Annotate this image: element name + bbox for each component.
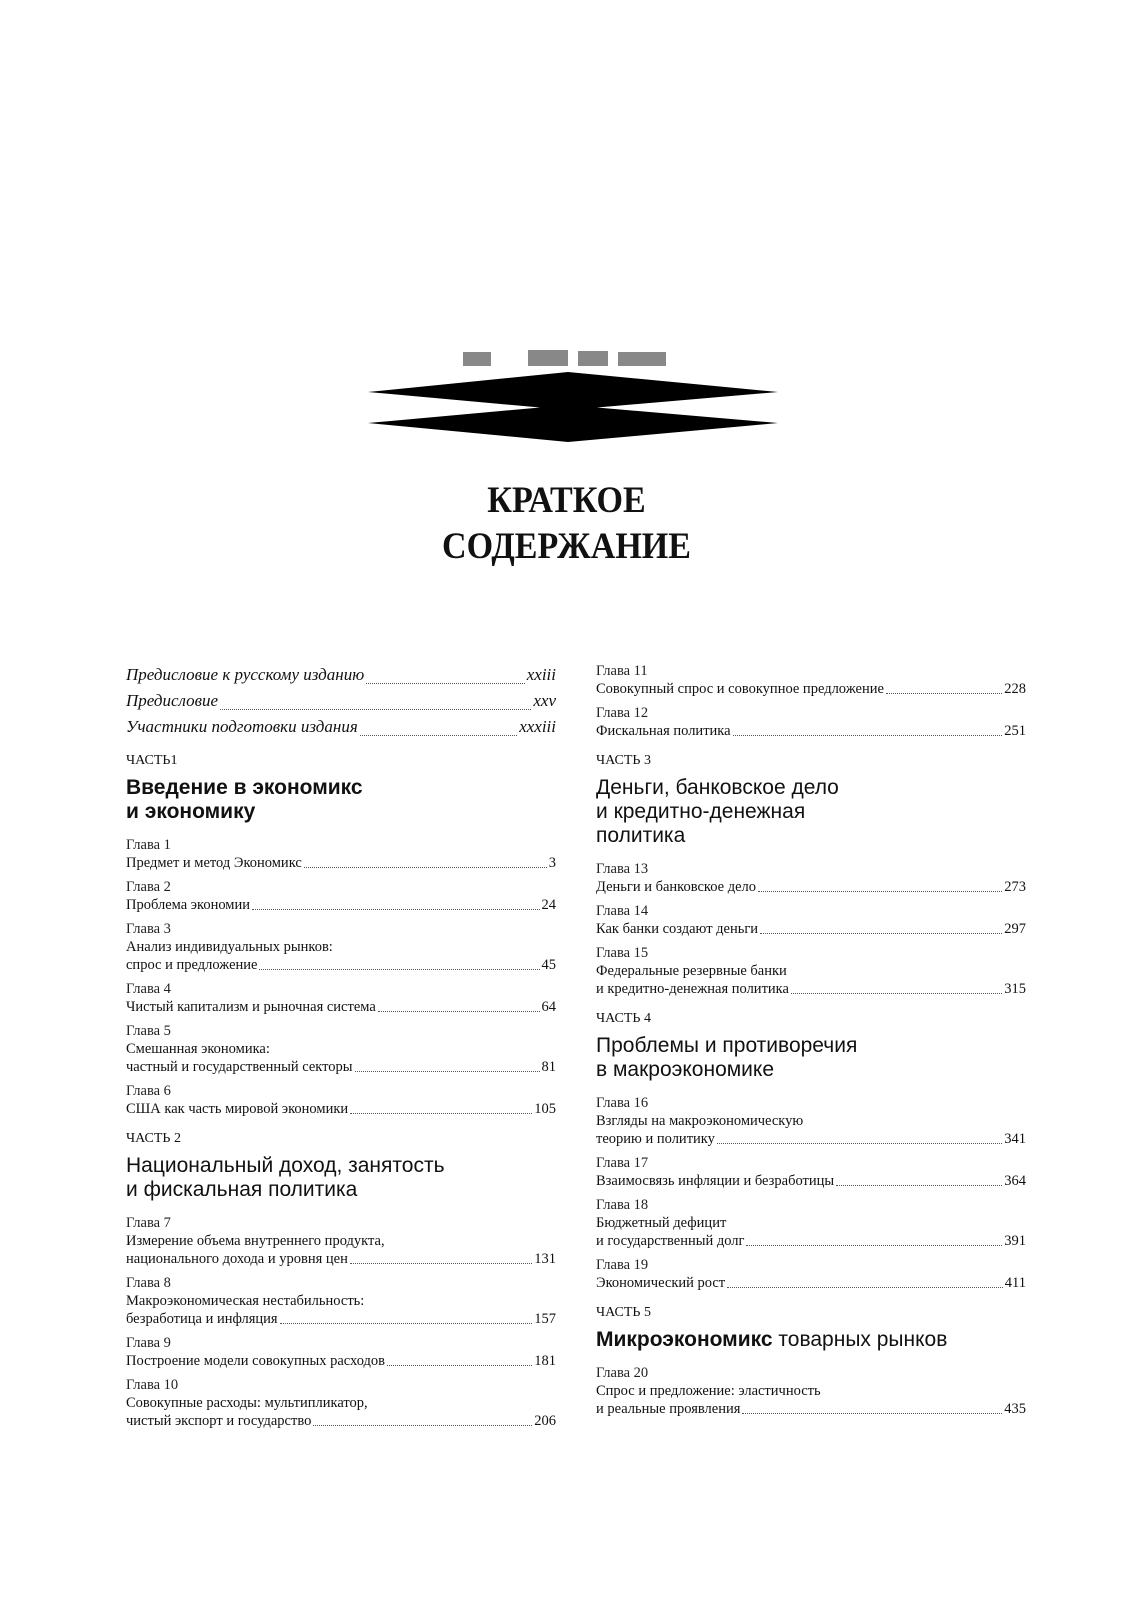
chapter-entry-1[interactable] xyxy=(126,836,556,872)
chapter-title-cont: спрос и предложение xyxy=(126,957,258,973)
page-number: 64 xyxy=(541,999,556,1015)
chapter-title-cont: безработица и инфляция xyxy=(126,1311,278,1327)
page-number: 3 xyxy=(548,855,556,871)
dot-leader xyxy=(742,1413,1002,1414)
chapter-entry-2[interactable] xyxy=(126,878,556,914)
chapter-title-cont: и реальные проявления xyxy=(596,1401,741,1417)
chapter-title: Фискальная политика xyxy=(596,723,731,739)
chapter-title: Построение модели совокупных расходов xyxy=(126,1353,386,1369)
chapter-entry-6[interactable] xyxy=(126,1082,556,1118)
chapter-title-cont: чистый экспорт и государство xyxy=(126,1413,312,1429)
page-title xyxy=(45,478,1087,570)
entry-title: Предисловие к русскому изданию xyxy=(126,665,365,684)
page-number: 251 xyxy=(1004,723,1026,739)
page-number: 105 xyxy=(534,1101,556,1117)
part-title-line: и кредитно-денежная xyxy=(596,800,806,823)
front-matter-entry[interactable] xyxy=(126,688,556,714)
chapter-label: Глава 18 xyxy=(596,1197,649,1213)
chapter-label: Глава 13 xyxy=(596,861,649,877)
front-matter-entry[interactable] xyxy=(126,662,556,688)
chapter-label: Глава 7 xyxy=(126,1215,171,1231)
chapter-title: Предмет и метод Экономикс xyxy=(126,855,302,871)
dot-leader xyxy=(717,1143,1002,1144)
part-title-line: Введение в экономикс xyxy=(126,776,363,799)
page-number: 435 xyxy=(1004,1401,1026,1417)
chapter-title: Смешанная экономика: xyxy=(126,1041,270,1057)
page-number: 273 xyxy=(1004,879,1026,895)
chapter-label: Глава 2 xyxy=(126,879,171,895)
chapter-entry-4[interactable] xyxy=(126,980,556,1016)
entry-title: Участники подготовки издания xyxy=(126,717,358,736)
dot-leader xyxy=(387,1365,532,1366)
page-number: 24 xyxy=(541,897,556,913)
dot-leader xyxy=(733,735,1003,736)
chapter-title: Макроэкономическая нестабильность: xyxy=(126,1293,365,1309)
chapter-label: Глава 10 xyxy=(126,1377,179,1393)
page-number: 81 xyxy=(541,1059,556,1075)
dot-leader xyxy=(378,1011,540,1012)
part-label: ЧАСТЬ 3 xyxy=(596,753,651,768)
toc-left-column xyxy=(126,662,556,1436)
dot-leader xyxy=(252,909,539,910)
page-number: 341 xyxy=(1004,1131,1026,1147)
chapter-label: Глава 17 xyxy=(596,1155,649,1171)
page-number: 364 xyxy=(1004,1173,1026,1189)
chapter-label: Глава 15 xyxy=(596,945,649,961)
page-number: 228 xyxy=(1004,681,1026,697)
part-title[interactable] xyxy=(126,1154,556,1202)
dot-leader xyxy=(366,662,525,684)
dot-leader xyxy=(355,1071,540,1072)
chapter-label: Глава 1 xyxy=(126,837,171,853)
chapter-entry-14[interactable] xyxy=(596,902,1026,938)
dot-leader xyxy=(836,1185,1002,1186)
dot-leader xyxy=(280,1323,533,1324)
page-number: xxv xyxy=(533,691,556,710)
chapter-title: Спрос и предложение: эластичность xyxy=(596,1383,821,1399)
chapter-label: Глава 9 xyxy=(126,1335,171,1351)
dot-leader xyxy=(313,1425,532,1426)
chapter-title-cont: частный и государственный секторы xyxy=(126,1059,353,1075)
page-number: 315 xyxy=(1004,981,1026,997)
chapter-entry-8[interactable] xyxy=(126,1274,556,1328)
chapter-label: Глава 5 xyxy=(126,1023,171,1039)
chapter-label: Глава 11 xyxy=(596,663,648,679)
part-title-line: Национальный доход, занятость xyxy=(126,1154,445,1177)
chapter-entry-18[interactable] xyxy=(596,1196,1026,1250)
chapter-entry-7[interactable] xyxy=(126,1214,556,1268)
chapter-title: Деньги и банковское дело xyxy=(596,879,757,895)
part-label: ЧАСТЬ 2 xyxy=(126,1131,181,1146)
chapter-title: Как банки создают деньги xyxy=(596,921,759,937)
chapter-entry-12[interactable] xyxy=(596,704,1026,740)
chapter-title-cont: национального дохода и уровня цен xyxy=(126,1251,348,1267)
dot-leader xyxy=(220,688,531,710)
chapter-title: Взаимосвязь инфляции и безработицы xyxy=(596,1173,835,1189)
chapter-title: Совокупный спрос и совокупное предложение xyxy=(596,681,884,697)
page-number: 181 xyxy=(534,1353,556,1369)
part-title-line: в макроэкономике xyxy=(596,1058,775,1081)
part-title-rest: товарных рынков xyxy=(772,1328,948,1351)
title-line-2: СОДЕРЖАНИЕ xyxy=(441,526,691,567)
chapter-label: Глава 3 xyxy=(126,921,171,937)
chapter-entry-20[interactable] xyxy=(596,1364,1026,1418)
chapter-entry-5[interactable] xyxy=(126,1022,556,1076)
chapter-label: Глава 19 xyxy=(596,1257,649,1273)
part-label: ЧАСТЬ1 xyxy=(126,753,178,768)
part-label: ЧАСТЬ 5 xyxy=(596,1305,651,1320)
dot-leader xyxy=(727,1287,1003,1288)
part-title-line: политика xyxy=(596,824,686,847)
page-number: 297 xyxy=(1004,921,1026,937)
page-number: 206 xyxy=(534,1413,556,1429)
part-title[interactable] xyxy=(596,1328,1026,1352)
chapter-title-cont: теорию и политику xyxy=(596,1131,715,1147)
part-5 xyxy=(596,1304,1026,1352)
chapter-entry-15[interactable] xyxy=(596,944,1026,998)
chapter-entry-9[interactable] xyxy=(126,1334,556,1370)
part-title-line: Проблемы и противоречия xyxy=(596,1034,858,1057)
dot-leader xyxy=(350,1113,532,1114)
page-number: 157 xyxy=(534,1311,556,1327)
ornament-graphic xyxy=(368,350,788,450)
chapter-label: Глава 16 xyxy=(596,1095,649,1111)
part-title-line: и экономику xyxy=(126,800,256,823)
chapter-label: Глава 4 xyxy=(126,981,171,997)
part-title[interactable] xyxy=(126,776,556,824)
chapter-title: Проблема экономии xyxy=(126,897,251,913)
dot-leader xyxy=(791,993,1002,994)
chapter-label: Глава 8 xyxy=(126,1275,171,1291)
chapter-entry-11[interactable] xyxy=(596,662,1026,698)
chapter-title: Чистый капитализм и рыночная система xyxy=(126,999,376,1015)
chapter-title: США как часть мировой экономики xyxy=(126,1101,349,1117)
chapter-title: Федеральные резервные банки xyxy=(596,963,787,979)
chapter-entry-13[interactable] xyxy=(596,860,1026,896)
chapter-title: Бюджетный дефицит xyxy=(596,1215,727,1231)
dot-leader xyxy=(259,969,539,970)
page-number: 45 xyxy=(541,957,556,973)
chapter-label: Глава 6 xyxy=(126,1083,171,1099)
entry-title: Предисловие xyxy=(126,691,219,710)
dot-leader xyxy=(360,714,517,736)
dot-leader xyxy=(304,867,547,868)
part-title-bold: Микроэкономикс xyxy=(596,1328,773,1351)
dot-leader xyxy=(760,933,1002,934)
dot-leader xyxy=(746,1245,1002,1246)
chapter-title: Совокупные расходы: мультипликатор, xyxy=(126,1395,368,1411)
part-title-line: и фискальная политика xyxy=(126,1178,358,1201)
chapter-title-cont: и государственный долг xyxy=(596,1233,745,1249)
front-matter-entry[interactable] xyxy=(126,714,556,740)
part-label: ЧАСТЬ 4 xyxy=(596,1011,651,1026)
dot-leader xyxy=(758,891,1002,892)
chapter-label: Глава 20 xyxy=(596,1365,649,1381)
chapter-title: Измерение объема внутреннего продукта, xyxy=(126,1233,385,1249)
part-4 xyxy=(596,1010,1026,1082)
part-2 xyxy=(126,1130,556,1202)
page-number: 391 xyxy=(1004,1233,1026,1249)
page-number: xxxiii xyxy=(519,717,556,736)
chapter-title: Анализ индивидуальных рынков: xyxy=(126,939,333,955)
chapter-entry-19[interactable] xyxy=(596,1256,1026,1292)
part-title[interactable] xyxy=(596,1034,1026,1082)
part-1 xyxy=(126,752,556,824)
part-title-line: Деньги, банковское дело xyxy=(596,776,839,799)
page-number: xxiii xyxy=(526,665,556,684)
chapter-entry-3[interactable] xyxy=(126,920,556,974)
dot-leader xyxy=(886,693,1002,694)
chapter-entry-16[interactable] xyxy=(596,1094,1026,1148)
chapter-label: Глава 14 xyxy=(596,903,649,919)
chapter-label: Глава 12 xyxy=(596,705,649,721)
part-title[interactable] xyxy=(596,776,1026,848)
page-number: 411 xyxy=(1004,1275,1026,1291)
chapter-title: Взгляды на макроэкономическую xyxy=(596,1113,804,1129)
part-3 xyxy=(596,752,1026,848)
chapter-title-cont: и кредитно-денежная политика xyxy=(596,981,789,997)
title-line-1: КРАТКОЕ xyxy=(487,480,646,521)
dot-leader xyxy=(350,1263,532,1264)
chapter-title: Экономический рост xyxy=(596,1275,726,1291)
chapter-entry-17[interactable] xyxy=(596,1154,1026,1190)
chapter-entry-10[interactable] xyxy=(126,1376,556,1430)
page-number: 131 xyxy=(534,1251,556,1267)
toc-right-column xyxy=(596,662,1026,1424)
